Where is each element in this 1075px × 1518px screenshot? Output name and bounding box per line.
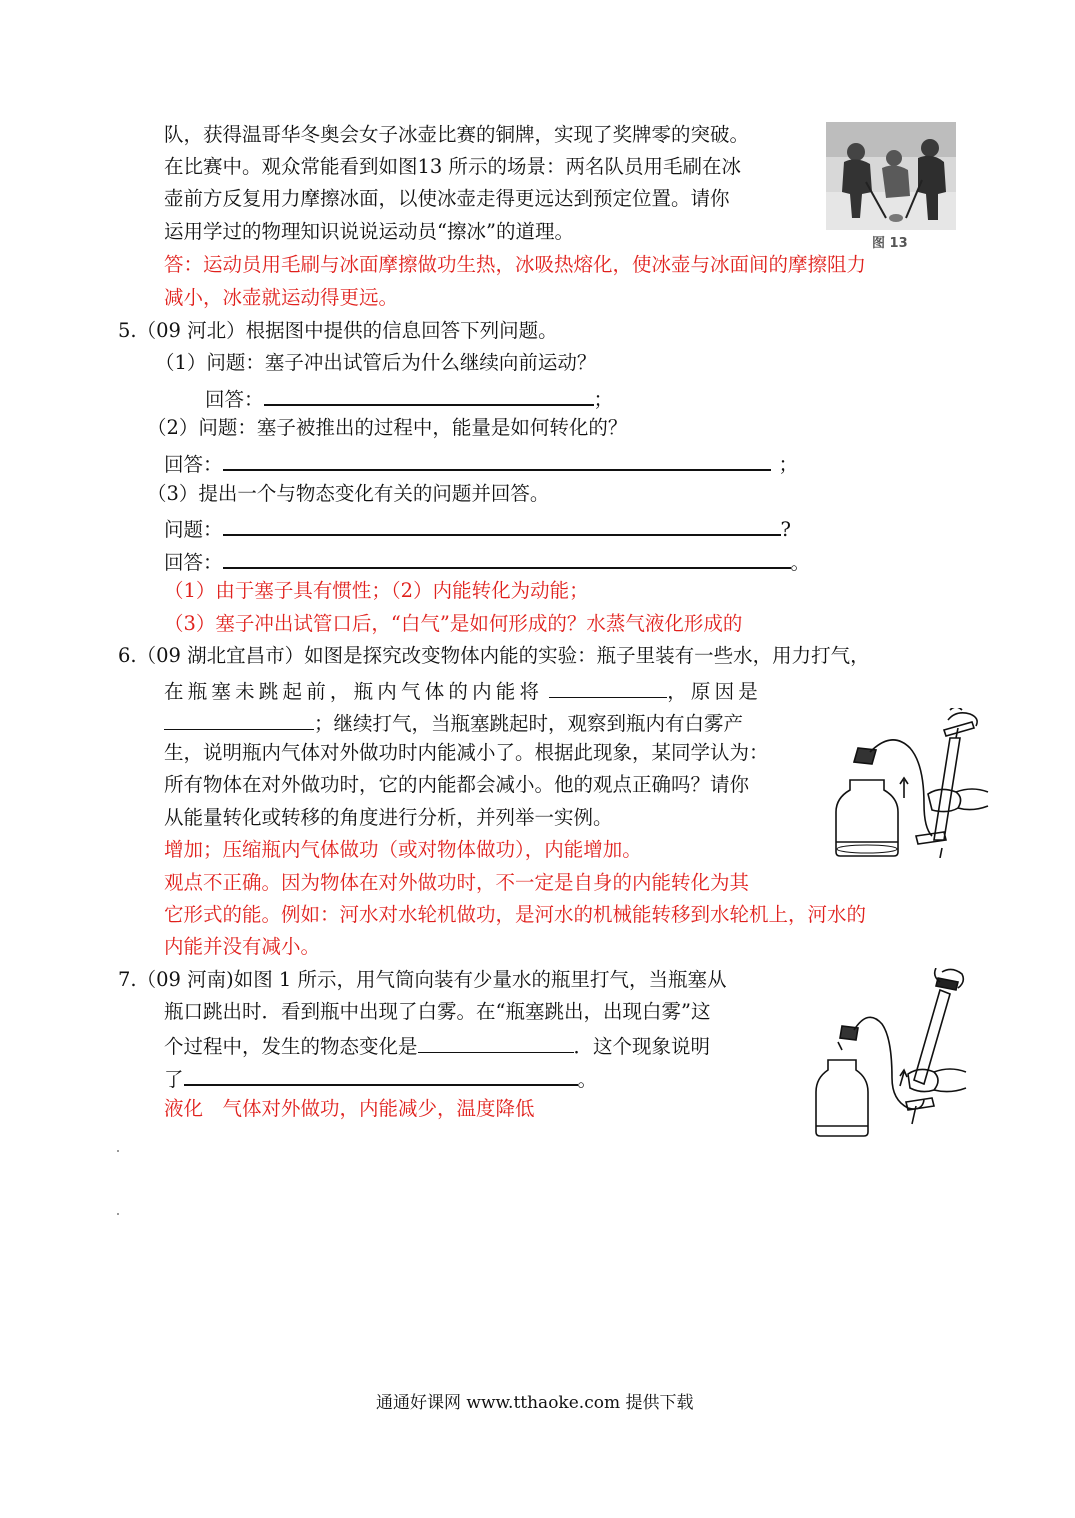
page-footer: 通通好课网 www.tthaoke.com 提供下载 [376, 1393, 694, 1413]
stray-mark [117, 1213, 119, 1215]
q5-title: 5.（09 河北）根据图中提供的信息回答下列问题。 [118, 319, 558, 342]
q7-line-1: 7.（09 河南)如图 1 所示，用气筒向装有少量水的瓶里打气，当瓶塞从 [118, 968, 727, 991]
q6-line-4: 生，说明瓶内气体对外做功时内能减小了。根据此现象，某同学认为： [164, 741, 769, 764]
q5-sub3-question-end: ? [780, 518, 791, 541]
q5-sub1-answer-end: ； [593, 388, 614, 411]
q4-line-2: 在比赛中。观众常能看到如图13 所示的场景：两名队员用毛刷在冰 [164, 155, 742, 178]
q5-sub1-answer-row [205, 386, 613, 410]
q5-sub3-question-label: 问题： [164, 518, 223, 541]
q5-sub3-answer-end: 。 [790, 551, 811, 574]
q5-sub3-question-row [164, 516, 791, 540]
q5-sub2-answer-blank[interactable] [223, 451, 771, 471]
q6-answer-line-4: 内能并没有减小。 [164, 935, 321, 958]
q7-explanation-blank[interactable] [184, 1066, 578, 1086]
q5-answer-line-2: （3）塞子冲出试管口后，“白气”是如何形成的？水蒸气液化形成的 [164, 612, 743, 635]
q4-line-4: 运用学过的物理知识说说运动员“擦冰”的道理。 [164, 220, 574, 243]
q5-sub3-answer-blank[interactable] [223, 549, 791, 569]
q6-internal-energy-blank[interactable] [549, 679, 667, 698]
q6-line-2a: 在瓶塞未跳起前，瓶内气体的内能将 [164, 680, 544, 703]
q6-line-2-row [164, 679, 762, 702]
bottle-pump-figure-q6 [832, 708, 990, 858]
q5-sub3-answer-label: 回答： [164, 551, 223, 574]
q5-answer-line-1: （1）由于塞子具有惯性；（2）内能转化为动能； [164, 579, 589, 602]
q7-state-change-blank[interactable] [418, 1034, 574, 1053]
q5-sub3-answer-row [164, 549, 810, 573]
q6-line-2b: ，原因是 [667, 680, 763, 703]
q7-answer: 液化 气体对外做功，内能减少，温度降低 [164, 1097, 535, 1120]
bottle-pump-figure-q7 [812, 968, 968, 1138]
q6-line-1: 6.（09 湖北宜昌市）如图是探究改变物体内能的实验：瓶子里装有一些水，用力打气， [118, 644, 870, 667]
q7-line-2: 瓶口跳出时．看到瓶中出现了白雾。在“瓶塞跳出，出现白雾”这 [164, 1000, 711, 1023]
q6-line-6: 从能量转化或转移的角度进行分析，并列举一实例。 [164, 806, 613, 829]
bottle-pump-drawing-q7 [812, 968, 968, 1138]
q4-answer-line-1: 答：运动员用毛刷与冰面摩擦做功生热，冰吸热熔化，使冰壶与冰面间的摩擦阻力 [164, 253, 867, 276]
bottle-pump-drawing-q6 [832, 708, 990, 858]
q5-sub3-question: （3）提出一个与物态变化有关的问题并回答。 [147, 482, 550, 505]
q5-sub2-answer-end: ； [778, 453, 799, 476]
q5-sub3-question-blank[interactable] [223, 516, 781, 536]
q6-line-3: ；继续打气，当瓶塞跳起时，观察到瓶内有白雾产 [314, 712, 744, 735]
q5-sub1-question: （1）问题：塞子冲出试管后为什么继续向前运动？ [155, 351, 597, 374]
q7-line-4b: 。 [577, 1068, 598, 1091]
curling-figure-caption: 图 13 [872, 236, 908, 251]
q7-line-3-row [164, 1034, 710, 1057]
q4-line-1: 队，获得温哥华冬奥会女子冰壶比赛的铜牌，实现了奖牌零的突破。 [164, 123, 750, 146]
q7-line-4-row [164, 1066, 597, 1090]
q7-line-4a: 了 [164, 1068, 184, 1091]
q5-sub2-answer-label: 回答： [164, 453, 223, 476]
q6-answer-line-3: 它形式的能。例如：河水对水轮机做功，是河水的机械能转移到水轮机上，河水的 [164, 903, 867, 926]
curling-photo-figure [826, 122, 956, 250]
q5-sub1-answer-label: 回答： [205, 388, 264, 411]
q4-answer-line-2: 减小，冰壶就运动得更远。 [164, 286, 399, 309]
q6-answer-line-2: 观点不正确。因为物体在对外做功时，不一定是自身的内能转化为其 [164, 871, 750, 894]
q6-line-5: 所有物体在对外做功时，它的内能都会减小。他的观点正确吗？请你 [164, 773, 750, 796]
q5-sub1-answer-blank[interactable] [264, 386, 594, 406]
q5-sub2-question: （2）问题：塞子被推出的过程中，能量是如何转化的？ [147, 416, 628, 439]
q6-reason-blank[interactable] [164, 711, 314, 730]
q7-line-3b: ．这个现象说明 [573, 1035, 711, 1058]
q7-line-3a: 个过程中，发生的物态变化是 [164, 1035, 418, 1058]
q6-line-3-row [164, 711, 743, 734]
q5-sub2-answer-row [164, 451, 798, 475]
q6-answer-line-1: 增加；压缩瓶内气体做功（或对物体做功），内能增加。 [164, 838, 642, 861]
stray-mark [117, 1150, 119, 1152]
curling-photo-image [826, 122, 956, 250]
q4-line-3: 壶前方反复用力摩擦冰面，以使冰壶走得更远达到预定位置。请你 [164, 187, 730, 210]
